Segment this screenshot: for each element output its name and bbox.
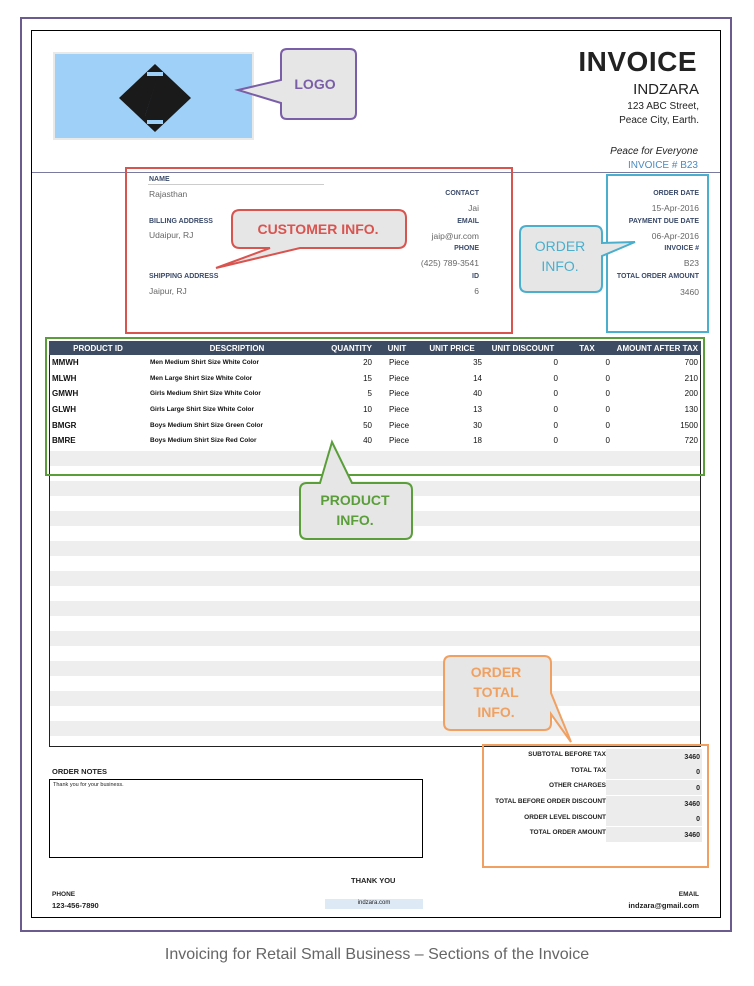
footer-phone-label: PHONE	[52, 891, 76, 898]
order-invoice-value: B23	[683, 258, 699, 268]
product-unit: Piece	[389, 405, 410, 415]
invoice-title: INVOICE	[578, 46, 697, 77]
product-amount: 700	[684, 358, 698, 368]
footer-phone: 123-456-7890	[52, 901, 99, 910]
customer-id-value: 6	[474, 286, 479, 296]
total-before-discount-label: TOTAL BEFORE ORDER DISCOUNT	[495, 798, 606, 805]
shipping-address-label: SHIPPING ADDRESS	[149, 273, 219, 280]
product-unit-price: 13	[473, 405, 482, 415]
email-label: EMAIL	[457, 218, 479, 225]
figure-caption: Invoicing for Retail Small Business – Sections of the Invoice	[164, 946, 590, 963]
col-unit-discount: UNIT DISCOUNT	[485, 341, 561, 355]
product-id: MLWH	[52, 373, 77, 383]
product-tax: 0	[605, 389, 610, 399]
col-tax: TAX	[561, 341, 613, 355]
product-id: BMRE	[52, 436, 76, 446]
order-section-outline	[607, 175, 708, 332]
order-total-label: TOTAL ORDER AMOUNT	[616, 273, 699, 280]
contact-label: CONTACT	[445, 190, 479, 197]
order-date-label: ORDER DATE	[653, 190, 699, 197]
order-discount-label: ORDER LEVEL DISCOUNT	[524, 814, 606, 821]
col-quantity: QUANTITY	[327, 341, 375, 355]
contact-value: Jai	[468, 203, 479, 213]
footer-website[interactable]: indzara.com	[325, 899, 423, 909]
subtotal-value: 3460	[606, 749, 702, 764]
product-id: GMWH	[52, 389, 79, 399]
product-id: BMGR	[52, 420, 77, 430]
company-name: INDZARA	[633, 81, 699, 98]
product-amount: 210	[684, 373, 698, 383]
customer-name: Rajasthan	[149, 189, 188, 199]
total-order-amount-value: 3460	[606, 827, 702, 842]
customer-callout-bubble	[216, 210, 406, 268]
company-address-line1: 123 ABC Street,	[627, 101, 699, 112]
customer-id-label: ID	[472, 273, 479, 280]
other-charges-value: 0	[606, 780, 702, 795]
customer-section-outline	[126, 168, 512, 333]
product-unit-discount: 0	[553, 420, 558, 430]
product-unit: Piece	[389, 420, 410, 430]
product-unit-discount: 0	[553, 358, 558, 368]
phone-value: (425) 789-3541	[420, 258, 479, 268]
col-amount-after-tax: AMOUNT AFTER TAX	[613, 341, 701, 355]
product-description: Girls Large Shirt Size White Color	[150, 406, 255, 414]
order-notes-label: ORDER NOTES	[52, 767, 108, 776]
product-description: Men Large Shirt Size White Color	[150, 374, 253, 382]
total-tax-label: TOTAL TAX	[570, 767, 606, 774]
product-amount: 1500	[680, 420, 698, 430]
footer-email[interactable]: indzara@gmail.com	[628, 901, 699, 910]
product-unit-discount: 0	[553, 405, 558, 415]
product-unit-price: 30	[473, 420, 482, 430]
product-tax: 0	[605, 420, 610, 430]
product-quantity: 40	[363, 436, 372, 446]
product-callout-text-1: PRODUCT	[320, 492, 390, 508]
order-callout-text-1: ORDER	[534, 238, 586, 254]
footer-email-label: EMAIL	[678, 891, 699, 898]
product-tax: 0	[605, 436, 610, 446]
product-description: Boys Medium Shirt Size Red Color	[150, 437, 257, 445]
product-unit-discount: 0	[553, 373, 558, 383]
total-callout-text-3: INFO.	[477, 704, 515, 720]
product-unit: Piece	[389, 436, 410, 446]
customer-callout-tail	[400, 248, 420, 260]
product-unit-price: 14	[473, 373, 482, 383]
company-address-line2: Peace City, Earth.	[619, 115, 699, 126]
billing-address-label: BILLING ADDRESS	[149, 218, 213, 225]
due-date-label: PAYMENT DUE DATE	[628, 218, 699, 225]
order-total-value: 3460	[680, 287, 699, 297]
order-discount-value: 0	[606, 811, 702, 826]
product-tax: 0	[605, 373, 610, 383]
shipping-address: Jaipur, RJ	[149, 286, 187, 296]
col-description: DESCRIPTION	[147, 341, 327, 355]
product-quantity: 20	[363, 358, 372, 368]
product-id: GLWH	[52, 405, 76, 415]
order-callout-text-2: INFO.	[541, 258, 579, 274]
total-section-outline	[483, 745, 708, 867]
order-date: 15-Apr-2016	[651, 203, 699, 213]
product-unit-price: 40	[473, 389, 482, 399]
product-unit-price: 35	[473, 358, 482, 368]
product-unit: Piece	[389, 358, 410, 368]
total-order-amount-label: TOTAL ORDER AMOUNT	[529, 829, 606, 836]
email-value: jaip@ur.com	[431, 231, 479, 241]
product-unit: Piece	[389, 389, 410, 399]
product-quantity: 10	[363, 405, 372, 415]
product-description: Men Medium Shirt Size White Color	[150, 359, 260, 367]
col-unit-price: UNIT PRICE	[419, 341, 485, 355]
product-quantity: 50	[363, 420, 372, 430]
product-tax: 0	[605, 405, 610, 415]
product-description: Boys Medium Shirt Size Green Color	[150, 421, 264, 429]
subtotal-label: SUBTOTAL BEFORE TAX	[528, 751, 606, 758]
total-callout-text-2: TOTAL	[473, 684, 519, 700]
product-id: MMWH	[52, 358, 79, 368]
total-tax-value: 0	[606, 764, 702, 779]
product-amount: 720	[684, 436, 698, 446]
product-callout-text-2: INFO.	[336, 512, 374, 528]
product-amount: 200	[684, 389, 698, 399]
name-label: NAME	[149, 176, 170, 183]
product-tax: 0	[605, 358, 610, 368]
billing-address: Udaipur, RJ	[149, 230, 194, 240]
product-unit: Piece	[389, 373, 410, 383]
invoice-number: INVOICE # B23	[627, 160, 698, 171]
product-description: Girls Medium Shirt Size White Color	[150, 390, 261, 398]
col-unit: UNIT	[375, 341, 419, 355]
product-amount: 130	[684, 405, 698, 415]
due-date: 06-Apr-2016	[651, 231, 699, 241]
customer-callout-text: CUSTOMER INFO.	[257, 221, 379, 237]
col-product-id: PRODUCT ID	[49, 341, 147, 355]
product-quantity: 15	[363, 373, 372, 383]
company-tagline: Peace for Everyone	[610, 146, 698, 157]
other-charges-label: OTHER CHARGES	[548, 782, 606, 789]
order-notes-box[interactable]: Thank you for your business.	[49, 779, 423, 858]
product-quantity: 5	[367, 389, 372, 399]
logo-callout-text: LOGO	[294, 76, 336, 92]
total-before-discount-value: 3460	[606, 796, 702, 811]
phone-label: PHONE	[454, 245, 479, 252]
product-section-outline	[46, 338, 704, 475]
thank-you: THANK YOU	[351, 876, 396, 885]
total-callout-text-1: ORDER	[470, 664, 522, 680]
product-unit-price: 18	[473, 436, 482, 446]
product-unit-discount: 0	[553, 436, 558, 446]
product-unit-discount: 0	[553, 389, 558, 399]
order-invoice-label: INVOICE #	[664, 245, 699, 252]
